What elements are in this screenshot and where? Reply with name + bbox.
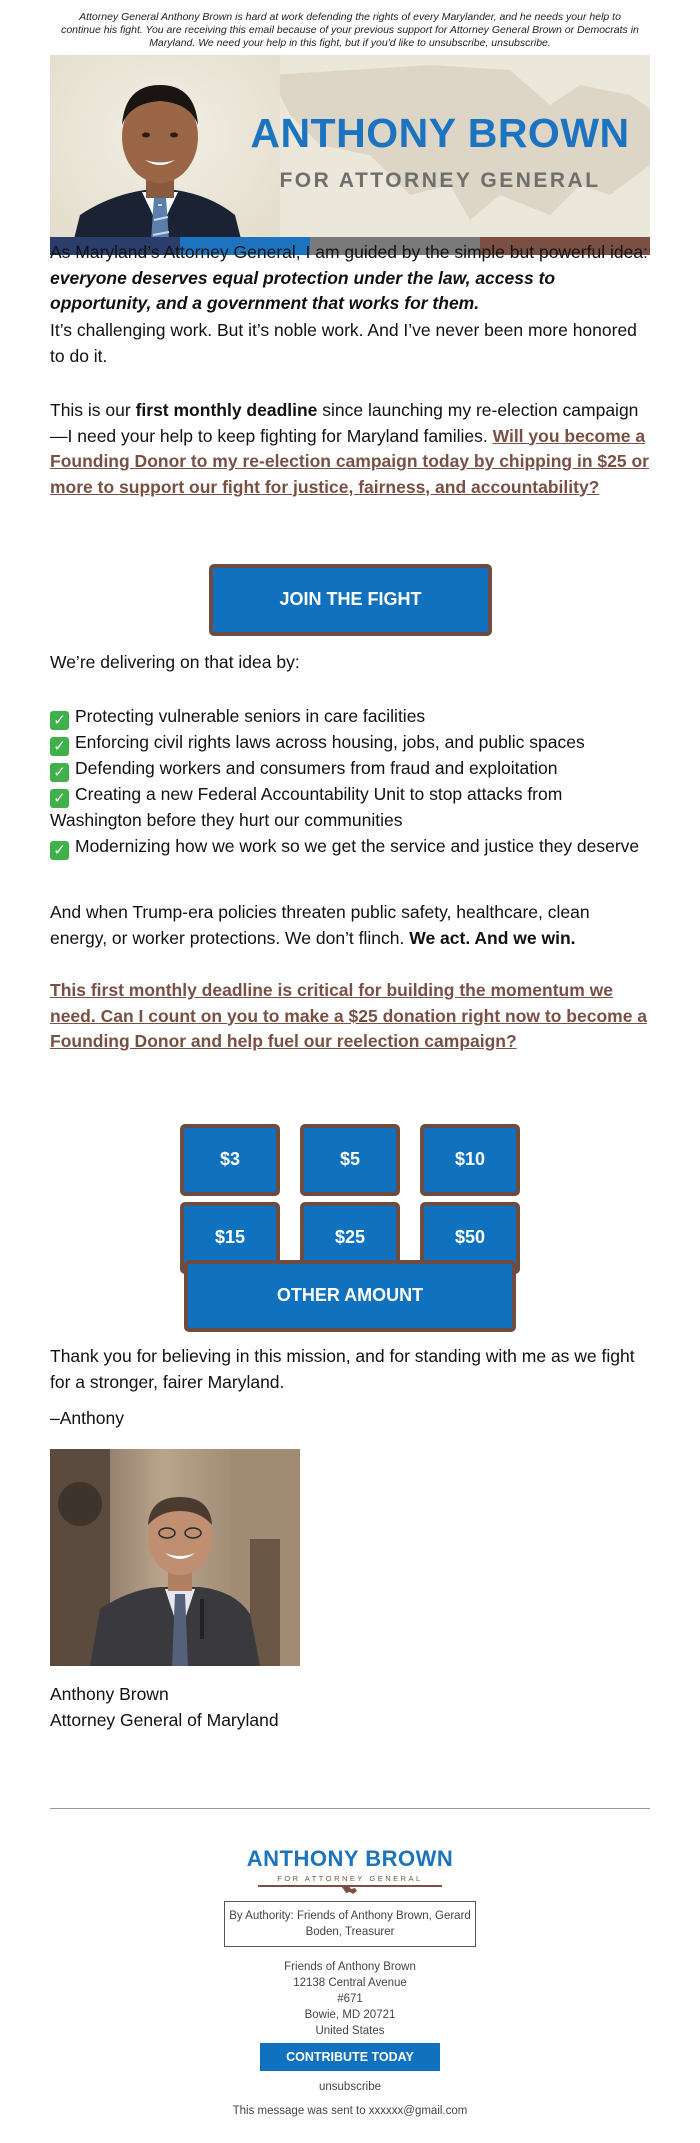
other-amount-button[interactable]: OTHER AMOUNT [184,1260,516,1332]
donate-15-button[interactable]: $15 [180,1202,280,1274]
list-item-text: Defending workers and consumers from fraud and exploitation [75,758,558,778]
footer-divider [50,1808,650,1809]
intro-paragraph [50,240,650,317]
address-line: Friends of Anthony Brown [284,1961,416,1973]
signature-title: Attorney General of Maryland [50,1709,279,1730]
deadline-text-b: since launching my re-election campaign—I need your help to keep fighting for Maryland families. [50,400,639,446]
header-banner [50,55,650,255]
email-container [50,0,650,2117]
address-line: 12138 Central Avenue [293,1977,407,1989]
contribute-today-button[interactable]: CONTRIBUTE TODAY [260,2043,440,2071]
thank-you-paragraph: Thank you for believing in this mission, and for standing with me as we fight for a stronger, fairer Maryland. [50,1346,635,1392]
momentum-paragraph [50,978,650,1055]
address-line: #671 [337,1993,363,2005]
sent-to-notice: This message was sent to xxxxxx@gmail.com [232,2105,468,2117]
list-item [50,834,650,860]
accomplishments-list [50,704,650,860]
signoff: –Anthony [50,1408,124,1428]
trump-era-paragraph [50,900,650,951]
address-line: Bowie, MD 20721 [304,2009,396,2021]
list-item-text: Creating a new Federal Accountability Unit to stop attacks from Washington before they hurt our communities [50,784,563,830]
list-item [50,730,650,756]
delivering-paragraph: We’re delivering on that idea by: [50,652,300,672]
signature-name: Anthony Brown [50,1684,169,1704]
footer-logo-subtitle: FOR ATTORNEY GENERAL [277,1874,423,1883]
donate-3-button[interactable]: $3 [180,1124,280,1196]
deadline-text-a: This is our [50,400,136,420]
donation-ask-link[interactable]: This first monthly deadline is critical for building the momentum we need. Can I count on you to make a $25 donation right now to become a Founding Donor and help fuel our reelection campaign? [50,980,648,1051]
address-line: United States [315,2025,385,2037]
check-icon: ✓ [50,841,69,860]
founding-donor-link[interactable]: Will you become a Founding Donor to my re-election campaign today by chipping in $25 or more to support our fight for justice, fairness, and accountability? [50,425,649,497]
noble-work-paragraph: It’s challenging work. But it’s noble work. And I’ve never been more honored to do it. [50,320,637,366]
preheader-text: Attorney General Anthony Brown is hard at work defending the rights of every Marylander, and he needs your help to continue his fight. You are receiving this email because of your previous support for Attorney General Brown or Democrats in Maryland. We need your help in this fight, but if you'd like to unsubscribe, unsubscribe. [61,11,639,49]
footer-address [50,1959,650,2039]
banner-candidate-name: ANTHONY BROWN [250,110,630,156]
intro-emphasis: everyone deserves equal protection under the law, access to opportunity, and a government that works for them. [50,267,556,313]
list-item-text: Enforcing civil rights laws across housing, jobs, and public spaces [75,732,585,752]
footer-logo-name: ANTHONY BROWN [246,1846,454,1871]
list-item-text: Modernizing how we work so we get the service and justice they deserve [75,835,640,856]
intro-text: As Maryland’s Attorney General, I am guided by the simple but powerful idea: [50,242,648,262]
deadline-paragraph [50,398,650,500]
list-item-text: Protecting vulnerable seniors in care facilities [75,706,426,726]
donate-25-button[interactable]: $25 [300,1202,400,1274]
banner-subtitle: FOR ATTORNEY GENERAL [279,169,601,192]
donate-10-button[interactable]: $10 [420,1124,520,1196]
check-icon: ✓ [50,711,69,730]
signature-block [50,1682,650,1733]
we-act-bold: We act. And we win. [409,927,576,948]
list-item [50,756,650,782]
donate-5-button[interactable]: $5 [300,1124,400,1196]
maryland-map-icon [342,1885,358,1895]
deadline-bold: first monthly deadline [135,400,318,420]
trump-era-text: And when Trump-era policies threaten public safety, healthcare, clean energy, or worker protections. We don’t flinch. [50,902,590,948]
unsubscribe-link[interactable]: unsubscribe [318,2081,381,2093]
check-icon: ✓ [50,789,69,808]
donate-50-button[interactable]: $50 [420,1202,520,1274]
list-item [50,704,650,730]
check-icon: ✓ [50,737,69,756]
join-the-fight-button[interactable]: JOIN THE FIGHT [209,564,492,636]
check-icon: ✓ [50,763,69,782]
list-item [50,782,650,834]
authority-box: By Authority: Friends of Anthony Brown, Gerard Boden, Treasurer [224,1901,476,1947]
signature-photo [50,1449,300,1666]
